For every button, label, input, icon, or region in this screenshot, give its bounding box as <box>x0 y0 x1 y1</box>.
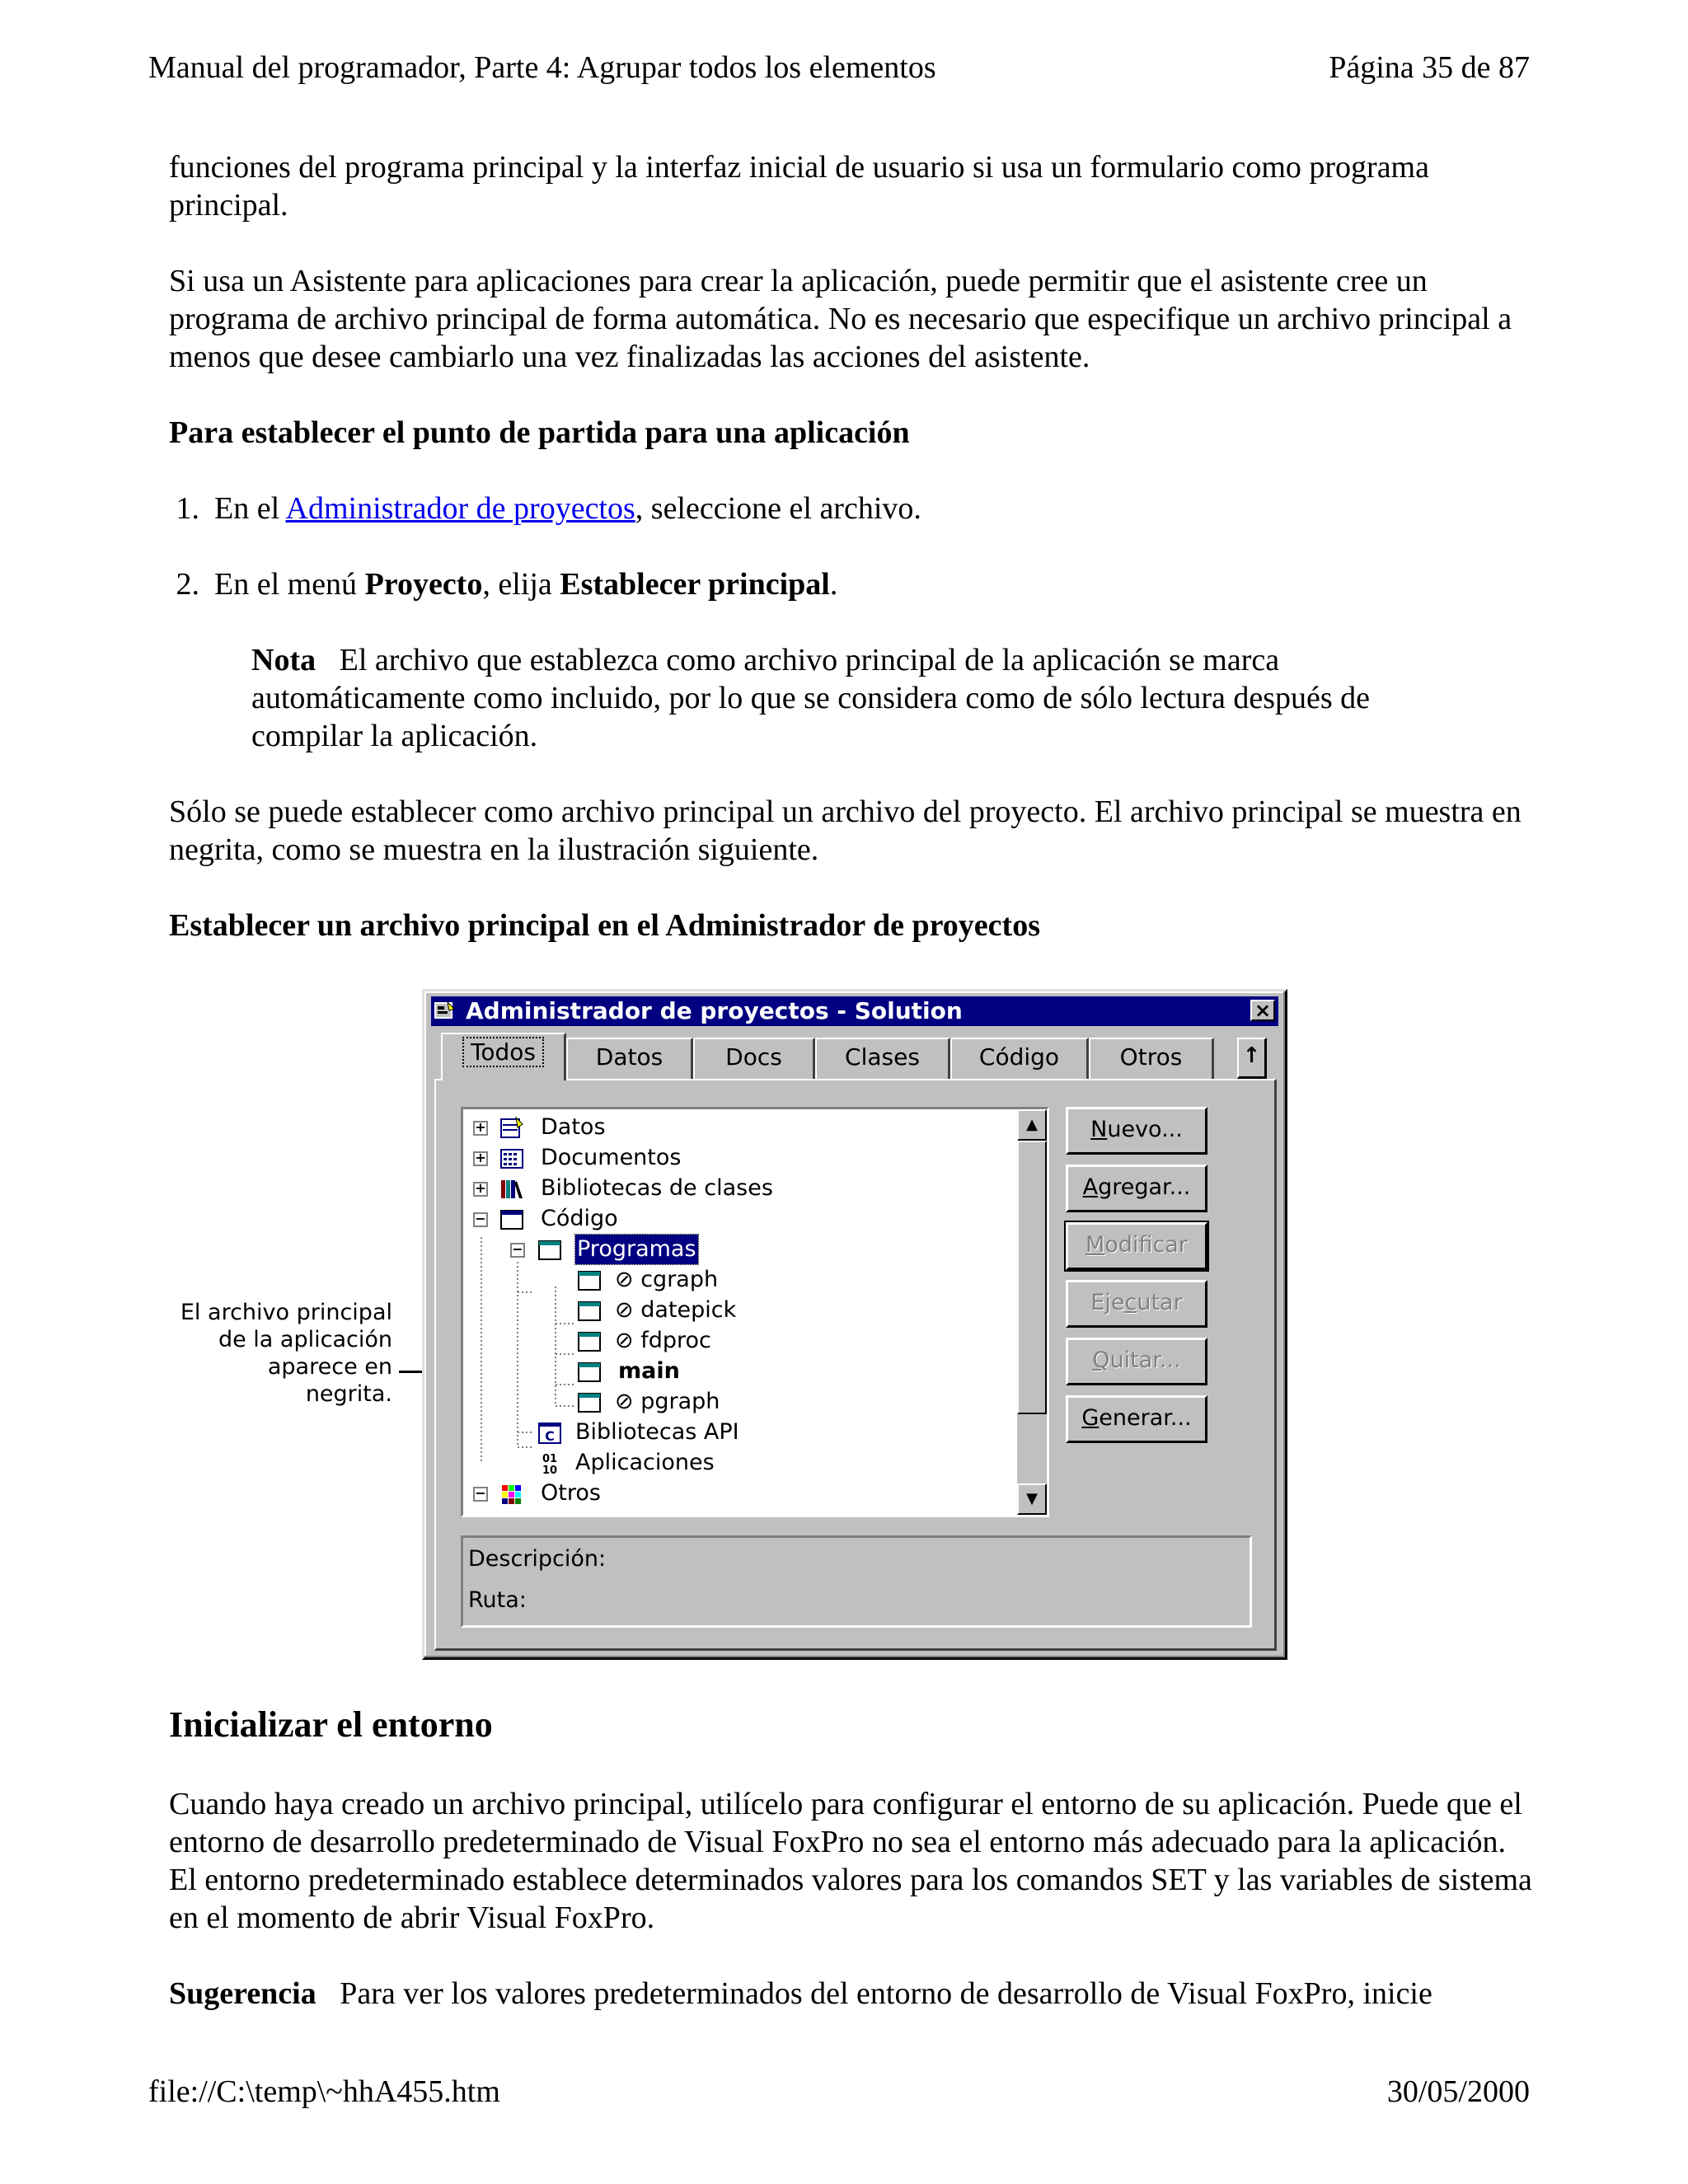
list-number: 2. <box>176 567 199 602</box>
svg-text:C: C <box>545 1428 555 1444</box>
paragraph-3: Sólo se puede establecer como archivo principal un archivo del proyecto. El archivo principal se muestra en negrita, como se muestra en la ilustración siguiente. <box>169 794 1522 867</box>
paragraph-4: Cuando haya creado un archivo principal, utilícelo para configurar el entorno de su aplicación. Puede que el entorno de desarrollo predeterminado de Visual FoxPro no sea el entorno más adecuado para la aplicación. El entorno predeterminado establece determinados valores para los comandos SET y las variables de sistema en el momento de abrir Visual FoxPro. <box>169 1787 1532 1935</box>
tip-text: Para ver los valores predeterminados del entorno de desarrollo de Visual FoxPro, inicie <box>340 1976 1432 2011</box>
tab-docs[interactable]: Docs <box>693 1038 815 1079</box>
procedure-heading: Para establecer el punto de partida para una aplicación <box>169 415 910 450</box>
path-label: Ruta: <box>468 1587 527 1613</box>
svg-text:01: 01 <box>542 1453 558 1465</box>
tab-otros[interactable]: Otros <box>1089 1038 1214 1079</box>
tip-block <box>169 1975 1537 2013</box>
ejecutar-button[interactable]: Ejecutar <box>1066 1280 1207 1328</box>
close-button[interactable]: × <box>1250 1000 1275 1021</box>
generar-button[interactable]: Generar... <box>1066 1395 1207 1443</box>
section-heading: Inicializar el entorno <box>169 1704 493 1745</box>
tab-todos[interactable]: Todos <box>441 1033 566 1080</box>
program-file-icon <box>577 1329 602 1352</box>
svg-text:10: 10 <box>542 1465 558 1474</box>
tree-scrollbar[interactable] <box>1017 1109 1047 1515</box>
project-manager-window <box>422 989 1287 1660</box>
note-label: Nota <box>251 643 316 677</box>
list-item <box>165 490 1484 527</box>
applications-icon <box>537 1451 562 1474</box>
program-file-icon <box>577 1360 602 1383</box>
window-title: Administrador de proyectos - Solution <box>466 997 963 1024</box>
step-1-text: En el Administrador de proyectos, seleccione el archivo. <box>214 491 921 526</box>
page-header-title: Manual del programador, Parte 4: Agrupar todos los elementos <box>148 50 936 85</box>
tip-label: Sugerencia <box>169 1976 316 2011</box>
scroll-down-button[interactable]: ▼ <box>1017 1483 1047 1515</box>
scroll-up-button[interactable]: ▲ <box>1017 1109 1047 1141</box>
tab-datos[interactable]: Datos <box>566 1038 693 1079</box>
programs-folder-icon <box>537 1238 562 1261</box>
footer-path: file://C:\temp\~hhA455.htm <box>148 2074 500 2109</box>
expand-icon[interactable]: + <box>473 1182 488 1197</box>
project-icon <box>434 1001 456 1020</box>
collapse-icon[interactable]: − <box>510 1243 525 1258</box>
other-files-icon <box>499 1482 524 1505</box>
expand-icon[interactable]: + <box>473 1151 488 1166</box>
step-2-text: En el menú Proyecto, elija Establecer principal. <box>214 567 838 602</box>
note-text: El archivo que establezca como archivo principal de la aplicación se marca automáticamente como incluido, por lo que se considera como de sólo lectura después de compilar la aplicación. <box>251 643 1371 753</box>
list-item <box>165 565 1484 603</box>
figure-caption: Establecer un archivo principal en el Administrador de proyectos <box>169 908 1040 943</box>
program-file-icon <box>577 1390 602 1413</box>
window-titlebar[interactable] <box>431 996 1278 1026</box>
documents-icon <box>499 1146 524 1169</box>
list-number: 1. <box>176 491 199 526</box>
expand-icon[interactable]: + <box>473 1121 488 1136</box>
class-library-icon <box>499 1177 524 1200</box>
administrador-proyectos-link[interactable]: Administrador de proyectos <box>285 491 635 526</box>
collapse-icon[interactable]: − <box>473 1212 488 1227</box>
footer-date: 30/05/2000 <box>1386 2074 1530 2109</box>
paragraph-2: Si usa un Asistente para aplicaciones para crear la aplicación, puede permitir que el asistente cree un programa de archivo principal de forma automática. No es necesario que especifique un archivo principal a menos que desee cambiarlo una vez finalizadas las acciones del asistente. <box>169 264 1512 374</box>
figure-callout: El archivo principal de la aplicación aparece en negrita. <box>180 1300 392 1407</box>
project-tree[interactable]: + Datos + Documentos + Bibliotecas de clases − Código − Programas ⊘ cgraph ⊘ datepick ⊘ fdproc main ⊘ pgraph C Bibliotecas API 01 10 Aplicaciones − Otros ▲ ▼ <box>461 1107 1049 1517</box>
modificar-button[interactable]: Modificar <box>1066 1222 1207 1270</box>
quitar-button[interactable]: Quitar... <box>1066 1338 1207 1385</box>
program-file-icon <box>577 1299 602 1322</box>
code-icon <box>499 1207 524 1230</box>
collapse-icon[interactable]: − <box>473 1487 488 1502</box>
agregar-button[interactable]: Agregar... <box>1066 1165 1207 1212</box>
page-number: Página 35 de 87 <box>1329 50 1530 85</box>
description-label: Descripción: <box>468 1546 607 1572</box>
program-file-icon <box>577 1268 602 1291</box>
tab-codigo[interactable]: Código <box>950 1038 1089 1079</box>
tab-clases[interactable]: Clases <box>815 1038 950 1079</box>
api-library-icon <box>537 1421 562 1444</box>
scrollbar-thumb[interactable] <box>1017 1141 1047 1414</box>
data-icon <box>499 1116 524 1139</box>
note-block <box>251 641 1471 755</box>
tab-scroll-button[interactable]: ↑ <box>1237 1038 1267 1079</box>
paragraph-1: funciones del programa principal y la interfaz inicial de usuario si usa un formulario como programa principal. <box>169 150 1429 223</box>
description-panel <box>461 1535 1252 1628</box>
nuevo-button[interactable]: Nuevo... <box>1066 1107 1207 1155</box>
